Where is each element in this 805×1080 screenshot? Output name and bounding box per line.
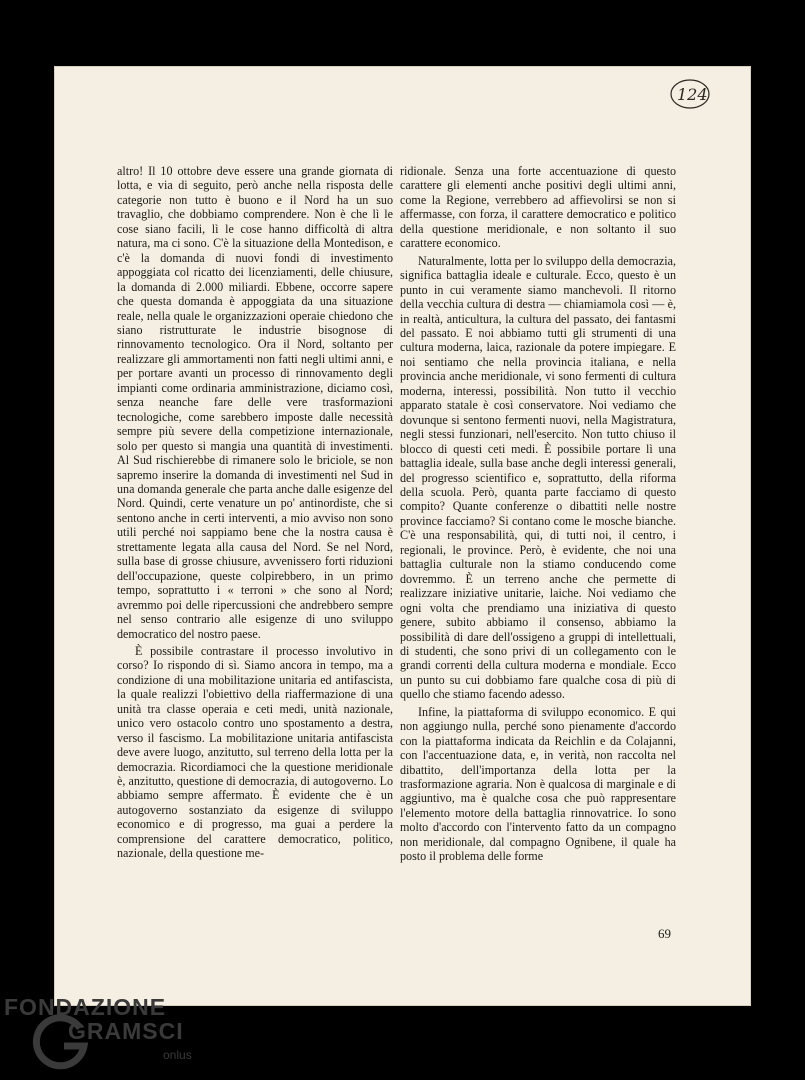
right-paragraph-1: ridionale. Senza una forte accentuazione di questo carattere gli elementi anche positivi degli ultimi anni, come la Regione, verrebbero ad affievolirsi se non si affermasse, con forza, il carattere democratico e politico della questione meridionale, e non soltanto il suo carattere economico.: [400, 164, 676, 251]
page-number: 69: [658, 926, 671, 941]
document-page: [54, 66, 751, 1006]
handwritten-archive-number: [668, 76, 712, 112]
fondazione-gramsci-watermark: [0, 992, 260, 1080]
right-paragraph-2: Naturalmente, lotta per lo sviluppo della democrazia, significa battaglia ideale e culturale. Ecco, questo è un punto in cui veramente siamo manchevoli. Il ritorno della vecchia cultura di destra — chiamiamola così — è, in realtà, anticultura, la cultura del passato, dei fantasmi del passato. E noi abbiamo tutti gli strumenti di una cultura moderna, laica, razionale da potere impiegare. E noi sentiamo che nella provincia italiana, e nella provincia anche meridionale, vi sono fermenti di cultura moderna, interessi, possibilità. Non tutto il vecchio apparato statale è così conservatore. Noi vediamo che dovunque si sentono fermenti nuovi, nella Magistratura, negli stessi funzionari, nell'esercito. Non tutto chiuso il blocco di questi ceti medi. È possibile portare lì una battaglia ideale, sulla base anche degli interessi generali, del progresso scientifico e, soprattutto, della riforma della scuola. Però, quanta parte facciamo di questo compito? Quante conferenze o dibattiti nelle nostre province facciamo? Si contano come le mosche bianche. C'è una responsabilità, qui, di tutti noi, il centro, i regionali, le province. Però, è evidente, che noi una battaglia culturale non la stiamo conducendo come dovremmo. È un terreno anche che permette di realizzare iniziative unitarie, laiche. Noi vediamo che ogni volta che prendiamo una iniziativa di questo genere, subito abbiamo il consenso, abbiamo la possibilità di dare dell'ossigeno a gruppi di intellettuali, di studenti, che sono privi di un collegamento con le grandi correnti della cultura moderna e mondiale. Ecco un punto su cui dobbiamo fare qualche cosa di più di quello che stiamo facendo adesso.: [400, 253, 676, 702]
watermark-line-2: GRAMSCI: [68, 1018, 184, 1044]
left-text-column: [117, 164, 393, 861]
right-paragraph-3: Infine, la piattaforma di sviluppo economico. E qui non aggiungo nulla, perché sono pienamente d'accordo con la piattaforma indicata da Reichlin e da Colajanni, con l'accentuazione data, e, in verità, non raccolta nel dibattito, dell'importanza della lotta per la trasformazione agraria. Non è qualcosa di marginale e di aggiuntivo, ma è qualche cosa che può rappresentare l'elemento motore della battaglia rinnovatrice. Io sono molto d'accordo con l'intervento fatto da un compagno non meridionale, dal compagno Ognibene, il quale ha posto il problema delle forme: [400, 704, 676, 864]
archive-number-text: 124: [677, 85, 708, 104]
watermark-line-1: FONDAZIONE: [4, 994, 167, 1020]
left-paragraph-1: altro! Il 10 ottobre deve essere una grande giornata di lotta, e via di seguito, però anche nella risposta delle categorie non tutto è buono e il Nord ha un suo travaglio, che dobbiamo comprendere. Non è che lì le cose siano facili, lì le cose hanno difficoltà di altra natura, ma ci sono. C'è la situazione della Montedison, e c'è la domanda di nuovi fondi di investimento appoggiata col ricatto dei licenziamenti, delle chiusure, la domanda di 2.000 miliardi. Ebbene, occorre sapere che questa domanda è appoggiata da una situazione reale, nella quale le organizzazioni operaie chiedono che siano ristrutturate le industrie bisognose di rinnovamento tecnologico. Ora il Nord, soltanto per realizzare gli ammortamenti non fatti negli ultimi anni, e per portare avanti un processo di rinnovamento degli impianti come ordinaria amministrazione, diciamo così, senza neanche fare delle vere trasformazioni tecnologiche, come sarebbero imposte dalle necessità sempre più severe della competizione internazionale, solo per questo si mangia una quantità di investimenti. Al Sud rischierebbe di rimanere solo le briciole, se non sapremo inserire la domanda di investimenti nel Sud in una domanda generale che parta anche dalle esigenze del Nord. Quindi, certe venature un po' antinordiste, che si sentono anche in certi interventi, a mio avviso non sono utili perché noi sappiamo bene che la nostra causa è strettamente legata alla causa del Nord. Se nel Nord, sulla base di grosse chiusure, avvenissero forti riduzioni dell'occupazione, queste colpirebbero, in un primo tempo, soprattutto i « terroni » che sono al Nord; avremmo poi delle ripercussioni che andrebbero sempre nel senso contrario alle esigenze di uno sviluppo democratico del nostro paese.: [117, 164, 393, 641]
right-text-column: [400, 164, 676, 864]
left-paragraph-2: È possibile contrastare il processo involutivo in corso? Io rispondo di sì. Siamo ancora in tempo, ma a condizione di una mobilitazione unitaria ed antifascista, la quale realizzi l'obiettivo della riaffermazione di una unità tra classe operaia e ceti medi, unità nazionale, unico vero ostacolo contro uno spostamento a destra, verso il fascismo. La mobilitazione unitaria antifascista deve avere luogo, anzitutto, sul terreno della lotta per la democrazia. Ricordiamoci che la questione meridionale è, anzitutto, questione di democrazia, di autogoverno. Lo abbiamo sempre affermato. È evidente che è un autogoverno sostanziato da esigenze di sviluppo economico e di progresso, ma guai a perdere la comprensione del carattere democratico, politico, nazionale, della questione me-: [117, 643, 393, 861]
watermark-line-3: onlus: [163, 1048, 192, 1062]
